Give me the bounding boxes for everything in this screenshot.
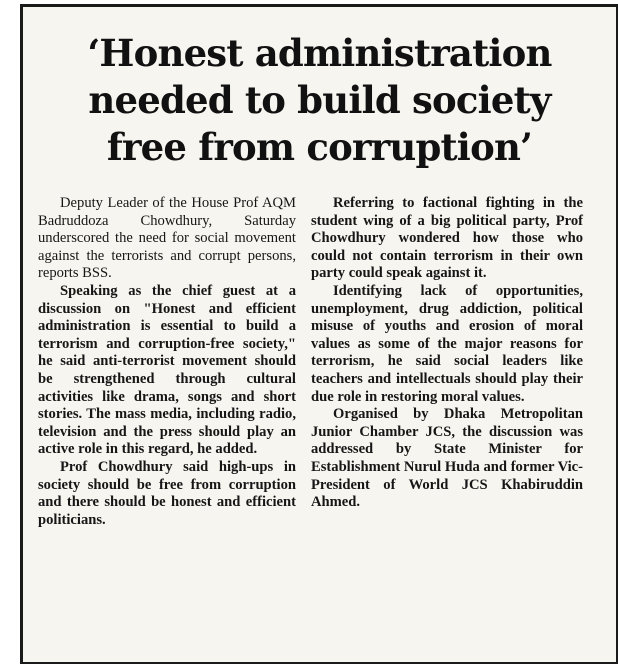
- paragraph: Speaking as the chief guest at a discussion on "Honest and efficient administration is essential to build a terrorism and corruption-free society," he said anti-terrorist movement should be strengthened through cultural activities like drama, songs and short stories. The mass media, including radio, television and the press should play an active role in this regard, he added.: [38, 282, 296, 458]
- paragraph: Referring to factional fighting in the student wing of a big political party, Prof Chowdhury wondered how those who could not contain terrorism in their own party could speak against it.: [311, 195, 583, 282]
- article-column-left: [38, 195, 296, 529]
- paragraph: Deputy Leader of the House Prof AQM Badruddoza Chowdhury, Saturday underscored the need for social movement against the terrorists and corrupt persons, reports BSS.: [38, 195, 296, 282]
- paragraph: Identifying lack of opportunities, unemployment, drug addiction, political misuse of youths and erosion of moral values as some of the major reasons for terrorism, he said social leaders like teachers and intellectuals should play their due role in restoring moral values.: [311, 282, 583, 405]
- paragraph: Organised by Dhaka Metropolitan Junior Chamber JCS, the discussion was addressed by State Minister for Establishment Nurul Huda and former Vic-President of World JCS Khabiruddin Ahmed.: [311, 406, 583, 511]
- article-column-right: [311, 195, 583, 512]
- headline-line-3: free from corruption’: [106, 125, 533, 169]
- paragraph: Prof Chowdhury said high-ups in society should be free from corruption and there should be honest and efficient politicians.: [38, 458, 296, 528]
- headline: [29, 30, 610, 171]
- headline-line-1: ‘Honest administration: [87, 31, 552, 75]
- headline-line-2: needed to build society: [88, 78, 551, 122]
- top-rule: [23, 4, 616, 7]
